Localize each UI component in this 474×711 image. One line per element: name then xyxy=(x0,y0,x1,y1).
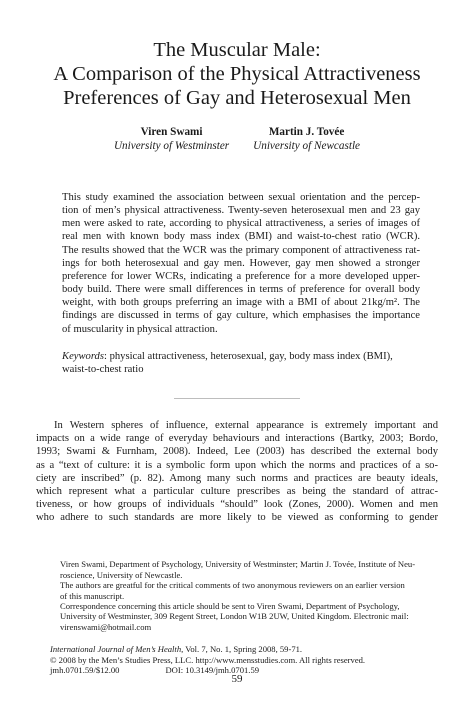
keywords-line: waist-to-chest ratio xyxy=(62,363,144,375)
journal-copyright: © 2008 by the Men’s Studies Press, LLC. http://www.mensstudies.com. All rights reserved. xyxy=(50,654,366,665)
title-line-3: Preferences of Gay and Heterosexual Men xyxy=(63,87,411,109)
journal-info xyxy=(36,644,438,675)
page-number: 59 xyxy=(231,673,243,685)
author-list xyxy=(36,125,438,153)
note-line: The authors are greatful for the critical comments of two anonymous reviewers on an earlier version xyxy=(60,580,405,591)
author-notes xyxy=(36,559,438,632)
abstract-line: body build. There were small differences in terms of preference for overall body xyxy=(62,284,420,296)
journal-code: jmh.0701.59/$12.00 xyxy=(50,664,120,675)
journal-citation xyxy=(50,644,438,654)
title-line-2: A Comparison of the Physical Attractiveness xyxy=(53,63,421,85)
body-line: as a “text of culture: it is a symbolic form upon which the norms and practices of a so- xyxy=(36,459,438,471)
abstract-line: men were asked to rate, according to physical attractiveness, a series of images of xyxy=(62,218,420,230)
abstract-line: of muscularity in physical attraction. xyxy=(62,323,218,335)
abstract-line: This study examined the association between sexual orientation and the percep- xyxy=(62,192,420,203)
body-paragraph xyxy=(36,419,438,524)
body-line: which represent what a particular culture prescribes as being the standard of attrac- xyxy=(36,485,438,497)
correspondence-email: virenswami@hotmail.com xyxy=(60,621,152,632)
abstract-line: findings are discussed in terms of gay culture, which emphasises the importance xyxy=(62,310,420,322)
note-line: Correspondence concerning this article should be sent to Viren Swami, Department of Psychology, xyxy=(60,600,400,611)
author-block xyxy=(253,125,360,153)
body-line: In Western spheres of influence, external appearance is extremely important and xyxy=(54,420,438,432)
author-affiliation: University of Newcastle xyxy=(253,140,361,152)
body-line: who adhere to such standards are more likely to be viewed as conforming to gender xyxy=(36,512,438,524)
body-line: 1993; Swami & Furnham, 2008). Indeed, Lee (2003) has described the external body xyxy=(36,446,438,458)
abstract xyxy=(62,191,420,336)
note-line: roscience, University of Newcastle. xyxy=(60,569,183,580)
abstract-line: ings for both heterosexual and gay men. However, gay men showed a stronger xyxy=(62,257,420,269)
keywords-line xyxy=(62,350,420,363)
note-line: of this manuscript. xyxy=(60,590,125,601)
affiliation-note xyxy=(50,559,438,580)
abstract-line: real men with known body mass index (BMI) and waist-to-chest ratio (WCR). xyxy=(62,231,420,243)
note-line: University of Westminster, 309 Regent Street, London W1B 2UW, United Kingdom. Electronic mail: xyxy=(60,611,409,622)
abstract-line: The results showed that the WCR was the primary component of attractiveness rat- xyxy=(62,244,420,256)
keywords xyxy=(62,350,420,376)
keywords-list: : physical attractiveness, heterosexual, gay, body mass index (BMI), xyxy=(103,350,393,362)
abstract-line: weight, with both groups preferring an image with a BMI of about 21kg/m². The xyxy=(62,297,420,309)
author-affiliation: University of Westminster xyxy=(113,140,230,152)
body-line: tiveness, or how groups of individuals “should” look (Zones, 2000). Women and men xyxy=(36,498,438,510)
author-block xyxy=(114,125,229,153)
journal-title: International Journal of Men’s Health xyxy=(50,644,182,655)
abstract-line: preference for lower WCRs, indicating a preference for a more developed upper- xyxy=(62,270,420,282)
keywords-label: Keywords xyxy=(62,350,104,362)
author-name: Martin J. Tovée xyxy=(268,126,345,138)
author-name: Viren Swami xyxy=(140,126,203,138)
note-line: Viren Swami, Department of Psychology, University of Westminster; Martin J. Tovée, Institute of Neu- xyxy=(60,559,416,570)
body-line: ciety are inscribed” (p. 82). Among many such norms and practices are beauty ideals, xyxy=(36,472,438,484)
correspondence-note xyxy=(50,601,438,632)
paper-title xyxy=(36,38,438,110)
abstract-line: tion of men’s physical attractiveness. Twenty-seven heterosexual men and 23 gay xyxy=(62,205,420,217)
section-divider xyxy=(174,398,300,399)
journal-volume: , Vol. 7, No. 1, Spring 2008, 59-71. xyxy=(181,644,303,655)
body-line: impacts on a wide range of everyday behaviours and interactions (Bartky, 2003; Bordo, xyxy=(36,433,438,445)
title-line-1: The Muscular Male: xyxy=(153,39,321,61)
acknowledgement-note xyxy=(50,580,438,601)
journal-doi: DOI: 10.3149/jmh.0701.59 xyxy=(165,664,260,675)
